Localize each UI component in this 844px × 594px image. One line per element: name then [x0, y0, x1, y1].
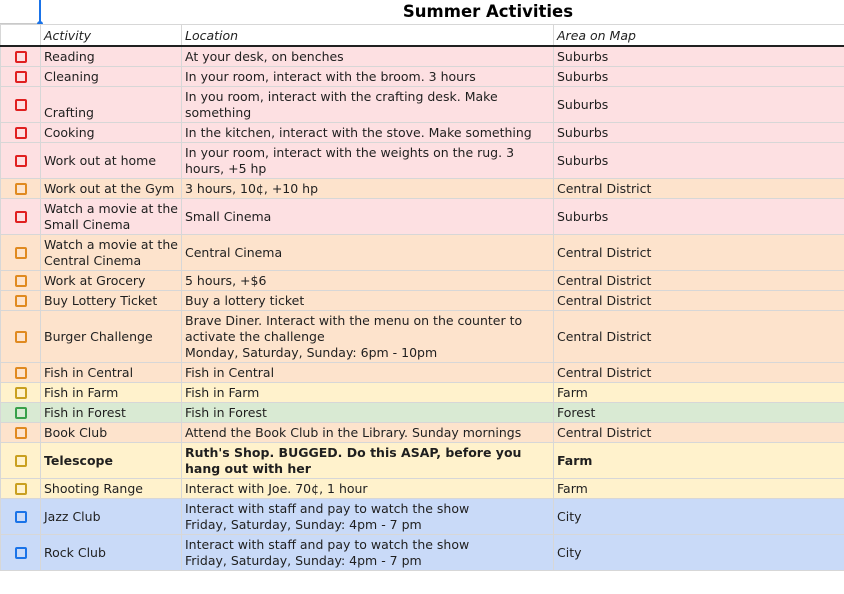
checkbox[interactable]	[15, 71, 27, 83]
checkbox[interactable]	[15, 275, 27, 287]
checkbox-cell	[1, 443, 41, 479]
checkbox-cell	[1, 403, 41, 423]
location-cell[interactable]: Fish in Central	[182, 363, 554, 383]
table-row	[1, 87, 844, 123]
area-cell[interactable]: Central District	[554, 423, 844, 443]
area-cell[interactable]: Farm	[554, 479, 844, 499]
checkbox-cell	[1, 363, 41, 383]
checkbox-cell	[1, 499, 41, 535]
activity-cell[interactable]: Reading	[41, 46, 182, 67]
table-row	[1, 423, 844, 443]
location-cell[interactable]: Fish in Farm	[182, 383, 554, 403]
table-row	[1, 311, 844, 363]
checkbox[interactable]	[15, 51, 27, 63]
activity-cell[interactable]: Fish in Forest	[41, 403, 182, 423]
area-cell[interactable]: Farm	[554, 443, 844, 479]
location-cell[interactable]: Fish in Forest	[182, 403, 554, 423]
activity-cell[interactable]: Work out at the Gym	[41, 179, 182, 199]
location-cell[interactable]: In your room, interact with the weights on the rug. 3 hours, +5 hp	[182, 143, 554, 179]
location-cell[interactable]: Central Cinema	[182, 235, 554, 271]
checkbox-cell	[1, 179, 41, 199]
table-row	[1, 403, 844, 423]
checkbox[interactable]	[15, 483, 27, 495]
area-cell[interactable]: Suburbs	[554, 67, 844, 87]
area-cell[interactable]: Suburbs	[554, 123, 844, 143]
checkbox-cell	[1, 123, 41, 143]
checkbox[interactable]	[15, 247, 27, 259]
checkbox[interactable]	[15, 427, 27, 439]
activity-cell[interactable]: Burger Challenge	[41, 311, 182, 363]
title-row	[0, 0, 844, 24]
location-cell[interactable]: Attend the Book Club in the Library. Sunday mornings	[182, 423, 554, 443]
area-cell[interactable]: Central District	[554, 179, 844, 199]
checkbox-cell	[1, 199, 41, 235]
area-cell[interactable]: Central District	[554, 363, 844, 383]
checkbox-cell	[1, 423, 41, 443]
area-cell[interactable]: Central District	[554, 235, 844, 271]
area-cell[interactable]: Suburbs	[554, 46, 844, 67]
table-row	[1, 271, 844, 291]
checkbox-cell	[1, 271, 41, 291]
location-cell[interactable]: Interact with staff and pay to watch the show Friday, Saturday, Sunday: 4pm - 7 pm	[182, 535, 554, 571]
checkbox[interactable]	[15, 99, 27, 111]
location-cell[interactable]: In your room, interact with the broom. 3 hours	[182, 67, 554, 87]
activity-cell[interactable]: Fish in Farm	[41, 383, 182, 403]
header-checkbox-cell[interactable]	[1, 25, 41, 47]
checkbox-cell	[1, 291, 41, 311]
checkbox[interactable]	[15, 407, 27, 419]
checkbox-cell	[1, 46, 41, 67]
location-cell[interactable]: Buy a lottery ticket	[182, 291, 554, 311]
checkbox[interactable]	[15, 331, 27, 343]
activity-cell[interactable]: Cooking	[41, 123, 182, 143]
checkbox[interactable]	[15, 295, 27, 307]
area-cell[interactable]: Farm	[554, 383, 844, 403]
table-row	[1, 46, 844, 67]
table-row	[1, 479, 844, 499]
checkbox-cell	[1, 235, 41, 271]
table-row	[1, 235, 844, 271]
activity-cell[interactable]: Buy Lottery Ticket	[41, 291, 182, 311]
location-cell[interactable]: Brave Diner. Interact with the menu on the counter to activate the challenge Monday, Saturday, Sunday: 6pm - 10pm	[182, 311, 554, 363]
table-row	[1, 143, 844, 179]
table-row	[1, 67, 844, 87]
checkbox[interactable]	[15, 211, 27, 223]
checkbox-cell	[1, 383, 41, 403]
header-activity[interactable]: Activity	[41, 25, 182, 47]
checkbox[interactable]	[15, 547, 27, 559]
table-row	[1, 179, 844, 199]
location-cell[interactable]: Interact with Joe. 70¢, 1 hour	[182, 479, 554, 499]
table-row	[1, 443, 844, 479]
area-cell[interactable]: Central District	[554, 311, 844, 363]
activity-cell[interactable]: Rock Club	[41, 535, 182, 571]
location-cell[interactable]: 5 hours, +$6	[182, 271, 554, 291]
table-row	[1, 199, 844, 235]
checkbox-cell	[1, 143, 41, 179]
select-all-corner[interactable]	[0, 0, 40, 24]
location-cell[interactable]: In the kitchen, interact with the stove. Make something	[182, 123, 554, 143]
table-row	[1, 363, 844, 383]
table-row	[1, 123, 844, 143]
area-cell[interactable]: City	[554, 535, 844, 571]
area-cell[interactable]: Suburbs	[554, 199, 844, 235]
area-cell[interactable]: Suburbs	[554, 143, 844, 179]
checkbox[interactable]	[15, 367, 27, 379]
sheet-title[interactable]: Summer Activities	[402, 2, 574, 21]
header-row	[1, 25, 844, 47]
checkbox[interactable]	[15, 127, 27, 139]
area-cell[interactable]: Central District	[554, 291, 844, 311]
location-cell[interactable]: At your desk, on benches	[182, 46, 554, 67]
activity-cell[interactable]: Book Club	[41, 423, 182, 443]
activity-cell[interactable]: Watch a movie at the Central Cinema	[41, 235, 182, 271]
area-cell[interactable]: Central District	[554, 271, 844, 291]
location-cell[interactable]: Interact with staff and pay to watch the show Friday, Saturday, Sunday: 4pm - 7 pm	[182, 499, 554, 535]
checkbox[interactable]	[15, 455, 27, 467]
location-cell[interactable]: Ruth's Shop. BUGGED. Do this ASAP, before you hang out with her	[182, 443, 554, 479]
activity-cell[interactable]: Work out at home	[41, 143, 182, 179]
checkbox-cell	[1, 87, 41, 123]
location-cell[interactable]: Small Cinema	[182, 199, 554, 235]
checkbox-cell	[1, 311, 41, 363]
activity-cell[interactable]: Watch a movie at the Small Cinema	[41, 199, 182, 235]
table-row	[1, 499, 844, 535]
activity-cell[interactable]: Jazz Club	[41, 499, 182, 535]
checkbox[interactable]	[15, 511, 27, 523]
activity-cell[interactable]: Work at Grocery	[41, 271, 182, 291]
activities-table	[0, 24, 844, 571]
checkbox[interactable]	[15, 387, 27, 399]
area-cell[interactable]: Suburbs	[554, 87, 844, 123]
checkbox-cell	[1, 479, 41, 499]
activity-cell[interactable]: Shooting Range	[41, 479, 182, 499]
area-cell[interactable]: Forest	[554, 403, 844, 423]
location-cell[interactable]: In you room, interact with the crafting desk. Make something	[182, 87, 554, 123]
header-location[interactable]: Location	[182, 25, 554, 47]
table-row	[1, 535, 844, 571]
activity-cell[interactable]: Fish in Central	[41, 363, 182, 383]
checkbox-cell	[1, 535, 41, 571]
checkbox[interactable]	[15, 155, 27, 167]
checkbox[interactable]	[15, 183, 27, 195]
location-cell[interactable]: 3 hours, 10¢, +10 hp	[182, 179, 554, 199]
table-row	[1, 291, 844, 311]
header-area[interactable]: Area on Map	[554, 25, 844, 47]
table-row	[1, 383, 844, 403]
activity-cell[interactable]: Crafting	[41, 87, 182, 123]
activity-cell[interactable]: Cleaning	[41, 67, 182, 87]
checkbox-cell	[1, 67, 41, 87]
area-cell[interactable]: City	[554, 499, 844, 535]
activity-cell[interactable]: Telescope	[41, 443, 182, 479]
